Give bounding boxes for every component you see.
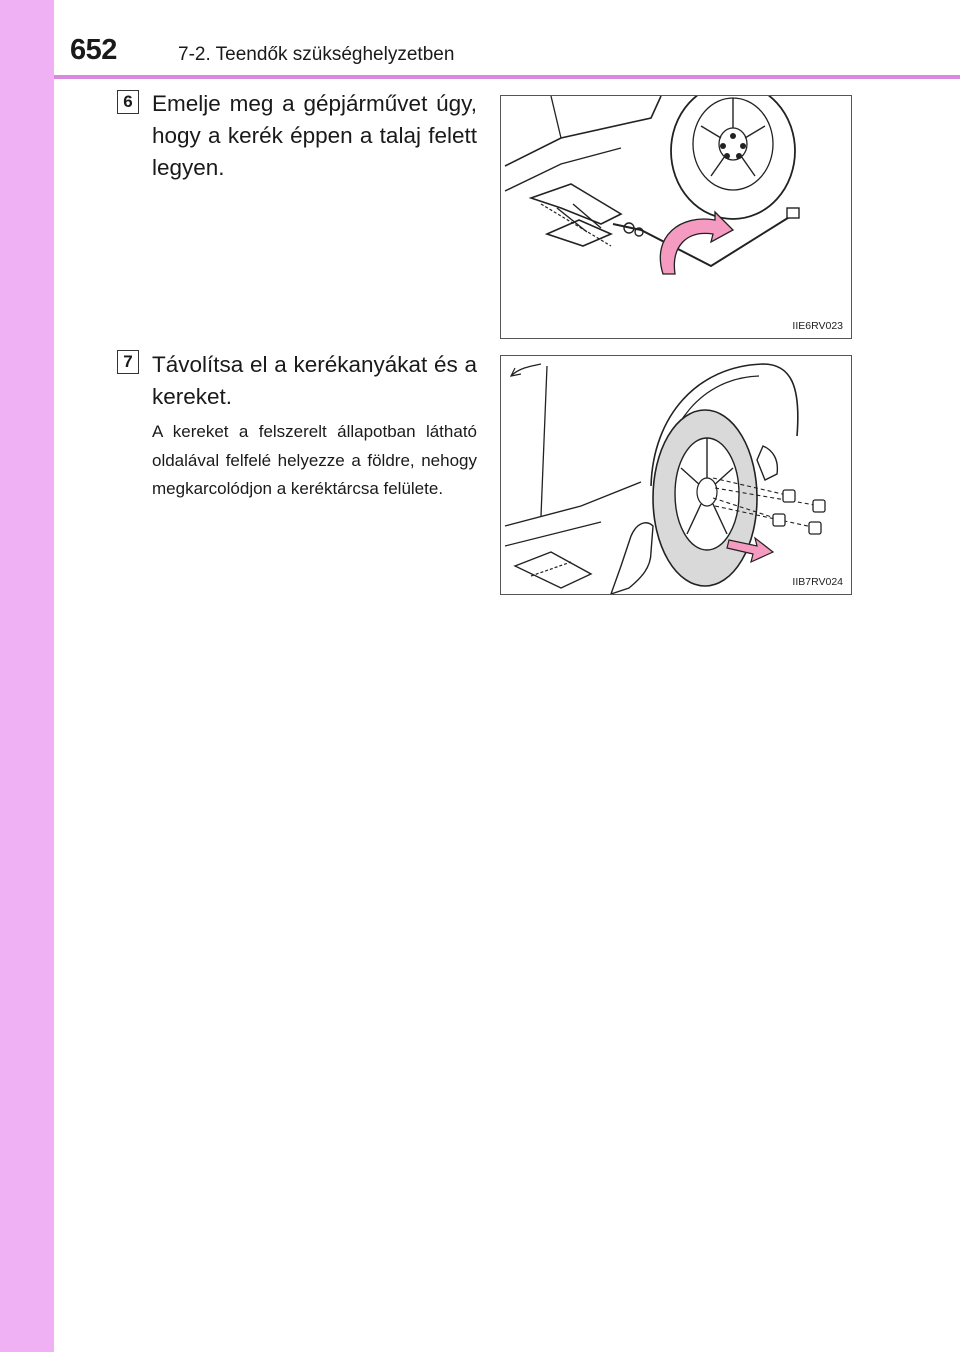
figure-code-step-7: IIB7RV024 xyxy=(792,576,843,588)
step-7-text: Távolítsa el a kerékanyákat és a kereket. xyxy=(152,352,477,409)
step-number-7: 7 xyxy=(117,350,139,374)
wheel-removal-illustration xyxy=(501,356,851,594)
jack-raise-illustration xyxy=(501,96,851,338)
step-6-text: Emelje meg a gépjárművet úgy, hogy a kerék éppen a talaj felett legyen. xyxy=(152,91,477,180)
header-rule xyxy=(54,75,960,79)
section-title: 7-2. Teendők szükséghelyzetben xyxy=(178,44,455,65)
figure-code-step-6: IIE6RV023 xyxy=(792,320,843,332)
figure-jack-raise xyxy=(500,95,852,339)
step-7-note: A kereket a felszerelt állapotban látható oldalával felfelé helyezze a földre, nehogy megkarcolódjon a keréktárcsa felülete. xyxy=(152,422,477,498)
figure-wheel-removal xyxy=(500,355,852,595)
step-number-6: 6 xyxy=(117,90,139,114)
page-number: 652 xyxy=(70,34,117,66)
side-color-band xyxy=(0,0,54,1352)
